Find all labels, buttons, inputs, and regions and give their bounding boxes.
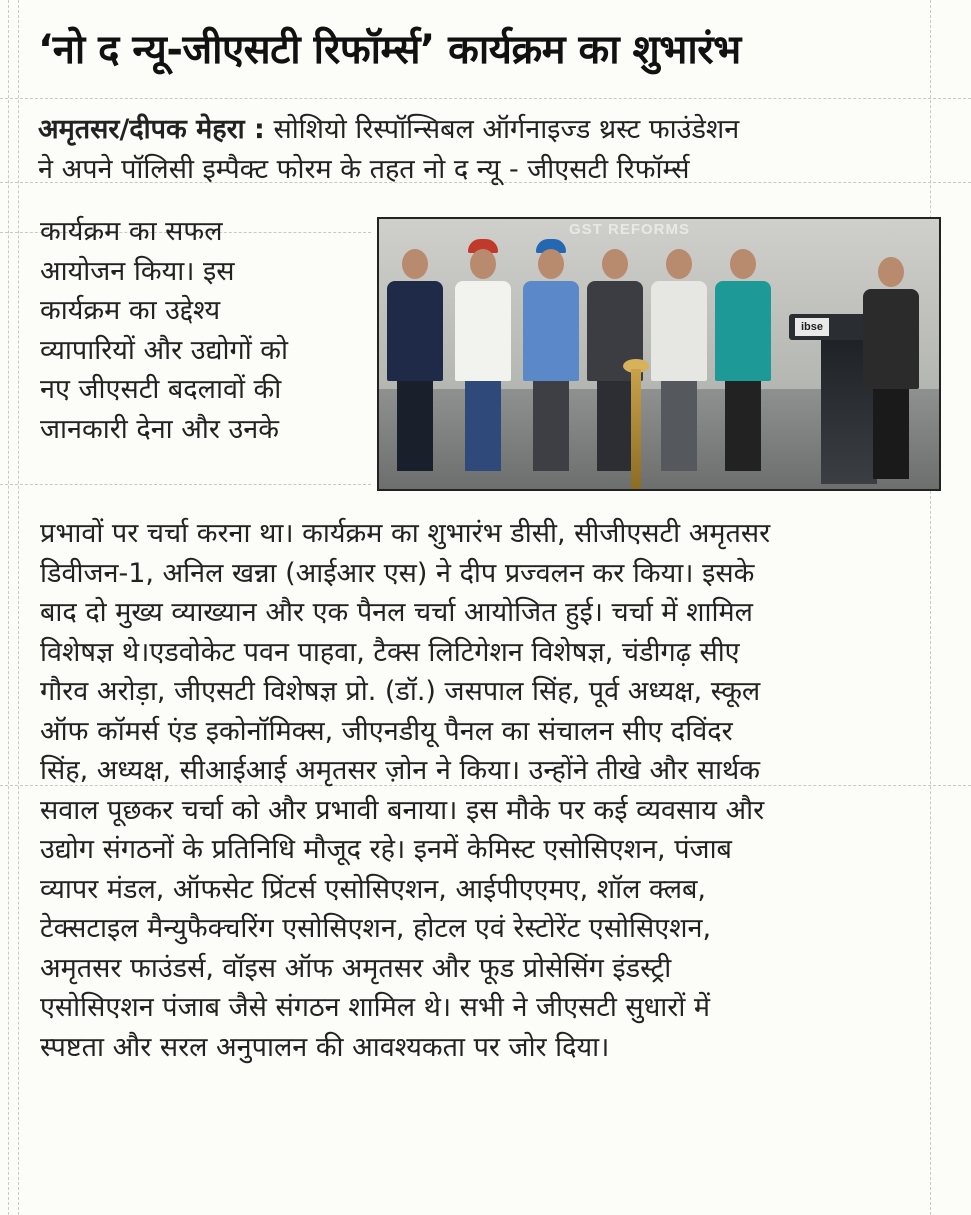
body-line: अमृतसर फाउंडर्स, वॉइस ऑफ अमृतसर और फूड प्रोसेसिंग इंडस्ट्री [40,952,672,984]
body-line: प्रभावों पर चर्चा करना था। कार्यक्रम का शुभारंभ डीसी, सीजीएसटी अमृतसर [40,518,771,549]
side-column [40,212,360,449]
body-line: सवाल पूछकर चर्चा को और प्रभावी बनाया। इस मौके पर कई व्यवसाय और [40,794,765,826]
body-line: ऑफ कॉमर्स एंड इकोनॉमिक्स, जीएनडीयू पैनल का संचालन सीए दविंदर [40,715,733,747]
side-line: व्यापारियों और उद्योगों को [40,334,289,366]
event-photo [377,217,941,491]
body-line: स्पष्टता और सरल अनुपालन की आवश्यकता पर जोर दिया। [40,1031,610,1063]
body-line: बाद दो मुख्य व्याख्यान और एक पैनल चर्चा आयोजित हुई। चर्चा में शामिल [40,597,753,628]
side-line: कार्यक्रम का सफल [40,216,223,247]
body-line: टेक्सटाइल मैन्युफैक्चरिंग एसोसिएशन, होटल एवं रेस्टोरेंट एसोसिएशन, [40,913,712,944]
guide-line [0,98,971,99]
body-line: सिंह, अध्यक्ष, सीआईआई अमृतसर ज़ोन ने किया। उन्होंने तीखे और सार्थक [40,755,760,786]
side-line: आयोजन किया। इस [40,255,235,287]
byline: अमृतसर/दीपक मेहरा : [38,114,265,145]
intro-text: सोशियो रिस्पॉन्सिबल ऑर्गनाइज्ड थ्रस्ट फाउंडेशन [273,114,740,145]
photo-banner-text: GST REFORMS [569,221,691,238]
lamp-stand [631,369,641,489]
intro-line-1 [38,110,938,150]
side-line: जानकारी देना और उनके [40,413,280,445]
body-line: एसोसिएशन पंजाब जैसे संगठन शामिल थे। सभी ने जीएसटी सुधारों में [40,992,711,1023]
body-line: डिवीजन-1, अनिल खन्ना (आईआर एस) ने दीप प्रज्वलन कर किया। इसके [40,557,755,589]
person-figure [715,249,771,471]
body-line: गौरव अरोड़ा, जीएसटी विशेषज्ञ प्रो. (डॉ.) जसपाल सिंह, पूर्व अध्यक्ष, स्कूल [40,676,761,707]
guide-line [8,0,9,1215]
person-figure [387,249,443,471]
body-line: विशेषज्ञ थे।एडवोकेट पवन पाहवा, टैक्स लिटिगेशन विशेषज्ञ, चंडीगढ़ सीए [40,636,740,668]
guide-line [18,0,19,1215]
intro-paragraph [38,110,938,189]
guide-line [0,484,371,485]
side-line: कार्यक्रम का उद्देश्य [40,295,221,326]
person-figure [523,239,579,471]
person-figure [455,239,511,471]
headline: ‘नो द न्यू-जीएसटी रिफॉर्म्स’ कार्यक्रम का शुभारंभ [38,27,741,73]
speaker-figure [863,257,919,479]
side-line: नए जीएसटी बदलावों की [40,374,282,405]
intro-line-2: ने अपने पॉलिसी इम्पैक्ट फोरम के तहत नो द न्यू - जीएसटी रिफॉर्म्स [38,153,690,185]
body-line: उद्योग संगठनों के प्रतिनिधि मौजूद रहे। इनमें केमिस्ट एसोसिएशन, पंजाब [40,834,732,865]
body-paragraph [40,514,940,1067]
body-line: व्यापर मंडल, ऑफसेट प्रिंटर्स एसोसिएशन, आईपीएएमए, शॉल क्लब, [40,873,706,905]
podium-logo: ibse [795,318,829,336]
person-figure [651,249,707,471]
